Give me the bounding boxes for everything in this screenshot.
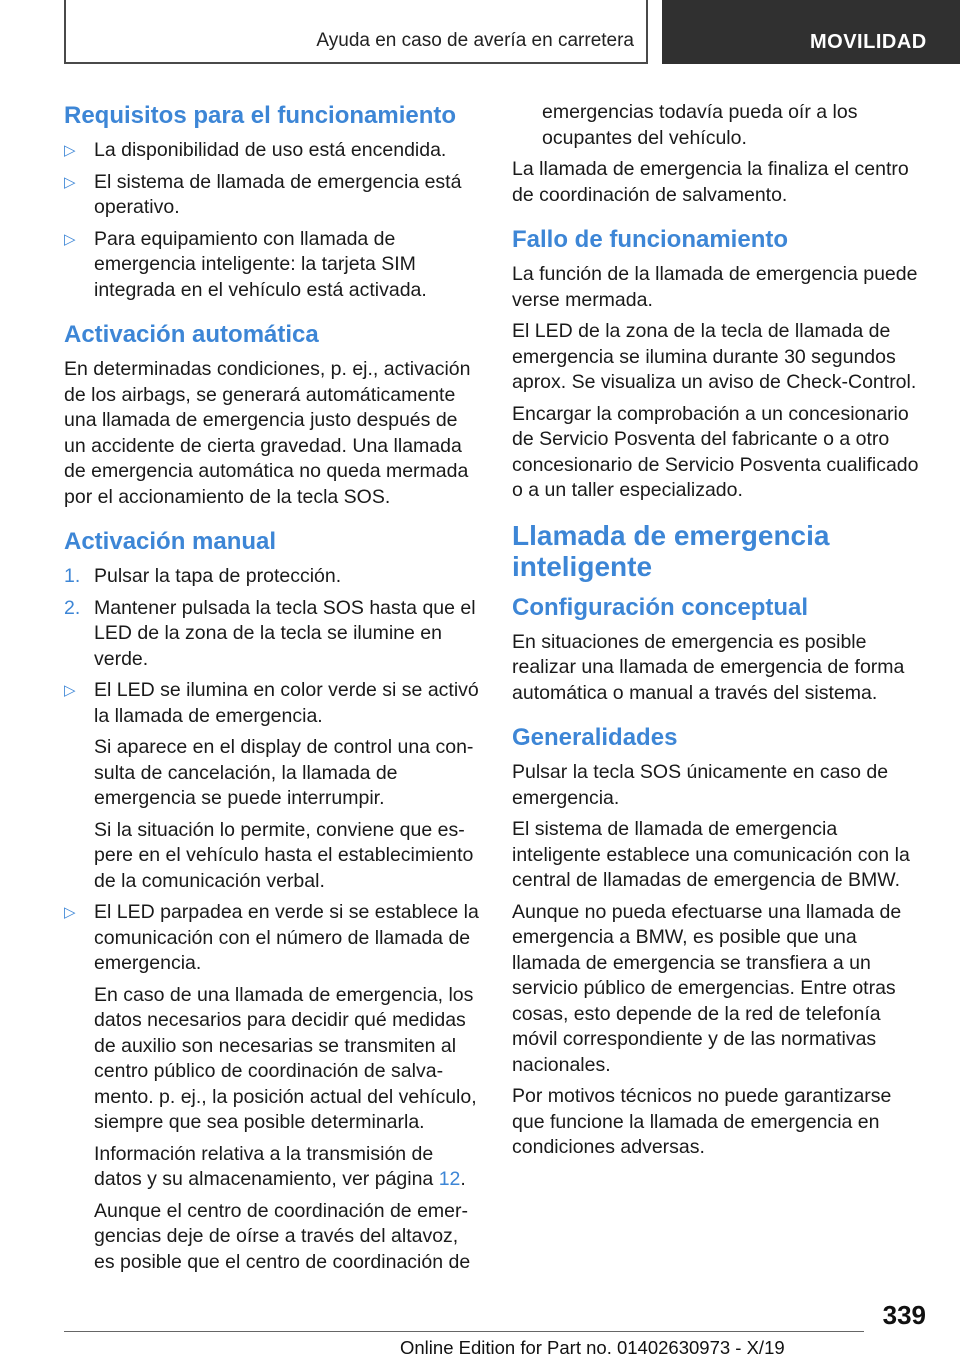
page-link[interactable]: 12 — [438, 1168, 461, 1190]
paragraph: Si aparece en el display de control una consulta de cancelación, la llamada de emergencia se puede interrumpir. — [94, 736, 474, 809]
page-number: 339 — [882, 1300, 926, 1330]
paragraph: Por motivos técnicos no puede garantizarse que funcione la llamada de emergencia en condiciones adversas. — [512, 1085, 892, 1158]
left-column — [64, 100, 480, 1281]
paragraph: El LED de la zona de la tecla de llamada de emergencia se ilumina durante 30 segundos aprox. Se visualiza un aviso de Check-Control. — [512, 320, 917, 393]
paragraph: En caso de una llamada de emergencia, los datos necesarios para decidir qué medidas de auxilio son necesarias se transmiten al centro público de coordinación de salvamento. p. ej., la posición actual del vehículo, siempre que sea posible determinarla. — [94, 983, 477, 1133]
triangle-bullet-icon: ▷ — [64, 682, 76, 699]
heading-fallo: Fallo de funcionamiento — [512, 226, 789, 253]
list-item: ▷ El LED se ilumina en color verde si se activó la llamada de emergencia. — [64, 679, 479, 727]
list-item: ▷ La disponibilidad de uso está encendida. — [64, 138, 480, 164]
paragraph: Pulsar la tecla SOS únicamente en caso de emergencia. — [512, 761, 889, 809]
triangle-bullet-icon: ▷ — [64, 904, 76, 921]
paragraph: La llamada de emergencia la finaliza el centro de coordinación de salvamento. — [512, 158, 909, 206]
step-item: 2. Mantener pulsada la tecla SOS hasta que el LED de la zona de la tecla se ilumine en verde. — [64, 596, 476, 670]
paragraph: En situaciones de emergencia es posible realizar una llamada de emergencia de forma automática o manual a través del sistema. — [512, 630, 905, 704]
paragraph: Si la situación lo permite, conviene que espere en el vehículo hasta el establecimiento de la comunicación verbal. — [94, 818, 474, 892]
footer-divider — [64, 1331, 864, 1332]
list-item: ▷ El sistema de llamada de emergencia está operativo. — [64, 170, 462, 218]
triangle-bullet-icon: ▷ — [64, 230, 76, 248]
paragraph: En determinadas condiciones, p. ej., activación de los airbags, se generará automáticamente una llamada de emergencia justo después de un accidente de cierta gravedad. Una llamada de emergencia automática no queda mermada por el accionamiento de la tecla SOS. — [64, 358, 471, 508]
heading-activacion-manual: Activación manual — [64, 528, 277, 555]
paragraph: El sistema de llamada de emergencia inteligente establece una comunicación con la central de llamadas de emergencia de BMW. — [512, 818, 910, 891]
paragraph: emergencias todavía pueda oír a los ocupantes del vehículo. — [542, 101, 858, 149]
triangle-bullet-icon: ▷ — [64, 142, 76, 159]
footer-edition: Online Edition for Part no. 01402630973 - X/19 — [400, 1337, 785, 1358]
paragraph: Aunque no pueda efectuarse una llamada de emergencia a BMW, es posible que una llamada de emergencia se transfiera a un servicio público de emergencias. Entre otras cosas, esto depende de la red de telefonía móvil correspondiente y de las normativas nacionales. — [512, 900, 902, 1076]
list-item: ▷ Para equipamiento con llamada de emergencia inteligente: la tarjeta SIM integrada en el vehículo está activada. — [64, 227, 427, 301]
heading-activacion-automatica: Activación automática — [64, 321, 319, 348]
chapter-tab-label: MOVILIDAD — [810, 31, 927, 53]
triangle-bullet-icon: ▷ — [64, 173, 76, 191]
section-title: Ayuda en caso de avería en carretera — [316, 30, 634, 51]
heading-llamada-inteligente: Llamada de emergencia inteligente — [512, 519, 830, 582]
heading-configuracion: Configuración conceptual — [512, 593, 809, 621]
paragraph: Información relativa a la transmisión de datos y su almacenamiento, ver página 12. — [94, 1142, 466, 1190]
list-item: ▷ El LED parpadea en verde si se establece la comunicación con el número de llamada de emergencia. — [64, 901, 479, 974]
right-column — [512, 100, 928, 1167]
paragraph: Encargar la comprobación a un concesionario de Servicio Posventa del fabricante o a otro concesionario de Servicio Posventa cualificado o a un taller especializado. — [512, 402, 919, 501]
paragraph: Aunque el centro de coordinación de emergencias deje de oírse a través del altavoz, es posible que el centro de coordinación de — [94, 1199, 471, 1273]
step-number: 1. — [64, 565, 81, 587]
step-item: 1. Pulsar la tapa de protección. — [64, 564, 480, 590]
heading-requisitos: Requisitos para el funcionamiento — [64, 102, 457, 129]
step-number: 2. — [64, 596, 81, 619]
heading-generalidades: Generalidades — [512, 724, 678, 751]
paragraph: La función de la llamada de emergencia puede verse mermada. — [512, 263, 918, 311]
